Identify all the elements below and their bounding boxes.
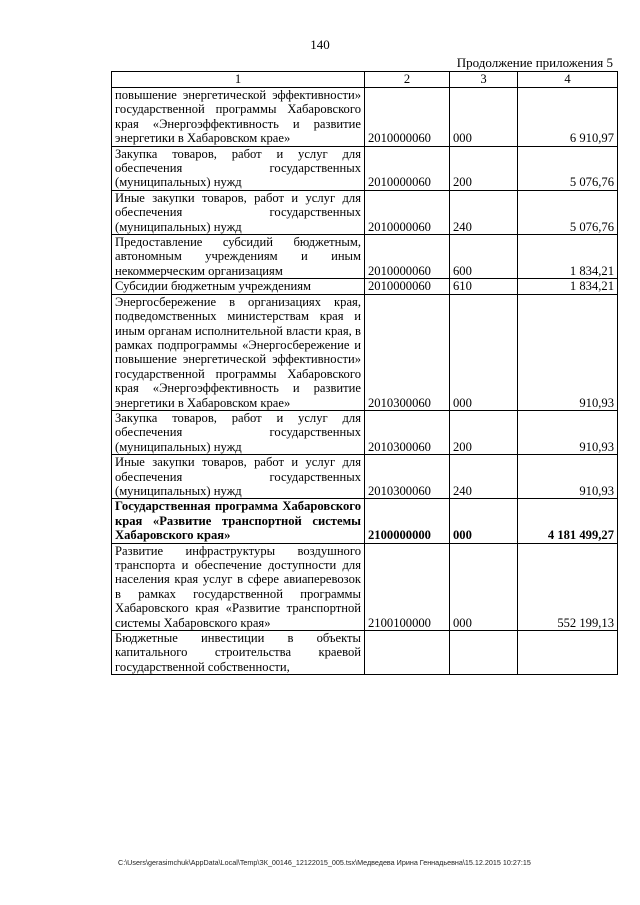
row-amount: 1 834,21 bbox=[518, 235, 618, 279]
row-expense-type: 000 bbox=[450, 543, 518, 630]
continuation-label: Продолжение приложения 5 bbox=[456, 55, 613, 70]
document-footer-path: C:\Users\gerasimchuk\AppData\Local\Temp\ЗК_00146_12122015_005.tsx\Медведева Ирина Геннадьевна\15.12.2015 10:27:15 bbox=[118, 858, 531, 867]
row-target-code: 2100100000 bbox=[365, 543, 450, 630]
row-description: Иные закупки товаров, работ и услуг для обеспечения государственных (муниципальных) нужд bbox=[112, 190, 365, 234]
row-expense-type: 000 bbox=[450, 499, 518, 543]
row-amount: 4 181 499,27 bbox=[518, 499, 618, 543]
row-description: Развитие инфраструктуры воздушного транспорта и обеспечение доступности для населения края услуг в сфере авиаперевозок в рамках государственной программы Хабаровского края «Развитие транспортной системы Хабаровского края» bbox=[112, 543, 365, 630]
row-target-code: 2010000060 bbox=[365, 88, 450, 147]
row-amount: 5 076,76 bbox=[518, 190, 618, 234]
row-description: повышение энергетической эффективности» государственной программы Хабаровского края «Энергоэффективность и развитие энергетики в Хабаровском крае» bbox=[112, 88, 365, 147]
table-row bbox=[112, 543, 618, 630]
row-amount: 910,93 bbox=[518, 294, 618, 410]
row-expense-type: 000 bbox=[450, 294, 518, 410]
table-row bbox=[112, 235, 618, 279]
table-row bbox=[112, 279, 618, 294]
row-expense-type: 200 bbox=[450, 146, 518, 190]
row-description: Энергосбережение в организациях края, подведомственных министерствам края и иным органам исполнительной власти края, в рамках подпрограммы «Энергосбережение и повышение энергетической эффективности» государственной программы Хабаровского края «Энергоэффективность и развитие энергетики в Хабаровском крае» bbox=[112, 294, 365, 410]
table-row bbox=[112, 499, 618, 543]
row-target-code: 2010300060 bbox=[365, 294, 450, 410]
row-amount: 5 076,76 bbox=[518, 146, 618, 190]
row-expense-type: 200 bbox=[450, 410, 518, 454]
table-row bbox=[112, 410, 618, 454]
row-description: Бюджетные инвестиции в объекты капитального строительства краевой государственной собственности, bbox=[112, 631, 365, 675]
row-description: Закупка товаров, работ и услуг для обеспечения государственных (муниципальных) нужд bbox=[112, 146, 365, 190]
table-row bbox=[112, 455, 618, 499]
row-description: Иные закупки товаров, работ и услуг для обеспечения государственных (муниципальных) нужд bbox=[112, 455, 365, 499]
table-row bbox=[112, 146, 618, 190]
row-description: Закупка товаров, работ и услуг для обеспечения государственных (муниципальных) нужд bbox=[112, 410, 365, 454]
column-header-3: 3 bbox=[450, 72, 518, 88]
row-target-code: 2010300060 bbox=[365, 410, 450, 454]
row-description: Государственная программа Хабаровского края «Развитие транспортной системы Хабаровского края» bbox=[112, 499, 365, 543]
row-target-code bbox=[365, 631, 450, 675]
row-amount: 6 910,97 bbox=[518, 88, 618, 147]
table-header-row bbox=[112, 72, 618, 88]
row-expense-type: 240 bbox=[450, 455, 518, 499]
row-amount: 910,93 bbox=[518, 455, 618, 499]
column-header-2: 2 bbox=[365, 72, 450, 88]
table-row bbox=[112, 190, 618, 234]
page-number: 140 bbox=[310, 37, 330, 52]
row-expense-type: 000 bbox=[450, 88, 518, 147]
row-description: Субсидии бюджетным учреждениям bbox=[112, 279, 365, 294]
row-description: Предоставление субсидий бюджетным, автономным учреждениям и иным некоммерческим организациям bbox=[112, 235, 365, 279]
column-header-4: 4 bbox=[518, 72, 618, 88]
table-row bbox=[112, 294, 618, 410]
row-target-code: 2100000000 bbox=[365, 499, 450, 543]
row-amount bbox=[518, 631, 618, 675]
row-amount: 1 834,21 bbox=[518, 279, 618, 294]
row-expense-type: 240 bbox=[450, 190, 518, 234]
budget-table bbox=[111, 71, 618, 675]
row-target-code: 2010000060 bbox=[365, 190, 450, 234]
row-amount: 910,93 bbox=[518, 410, 618, 454]
row-target-code: 2010000060 bbox=[365, 235, 450, 279]
table-row bbox=[112, 88, 618, 147]
row-target-code: 2010000060 bbox=[365, 146, 450, 190]
budget-table-body bbox=[112, 72, 618, 675]
row-expense-type: 610 bbox=[450, 279, 518, 294]
table-row bbox=[112, 631, 618, 675]
column-header-1: 1 bbox=[112, 72, 365, 88]
row-amount: 552 199,13 bbox=[518, 543, 618, 630]
row-target-code: 2010000060 bbox=[365, 279, 450, 294]
row-expense-type bbox=[450, 631, 518, 675]
row-expense-type: 600 bbox=[450, 235, 518, 279]
row-target-code: 2010300060 bbox=[365, 455, 450, 499]
